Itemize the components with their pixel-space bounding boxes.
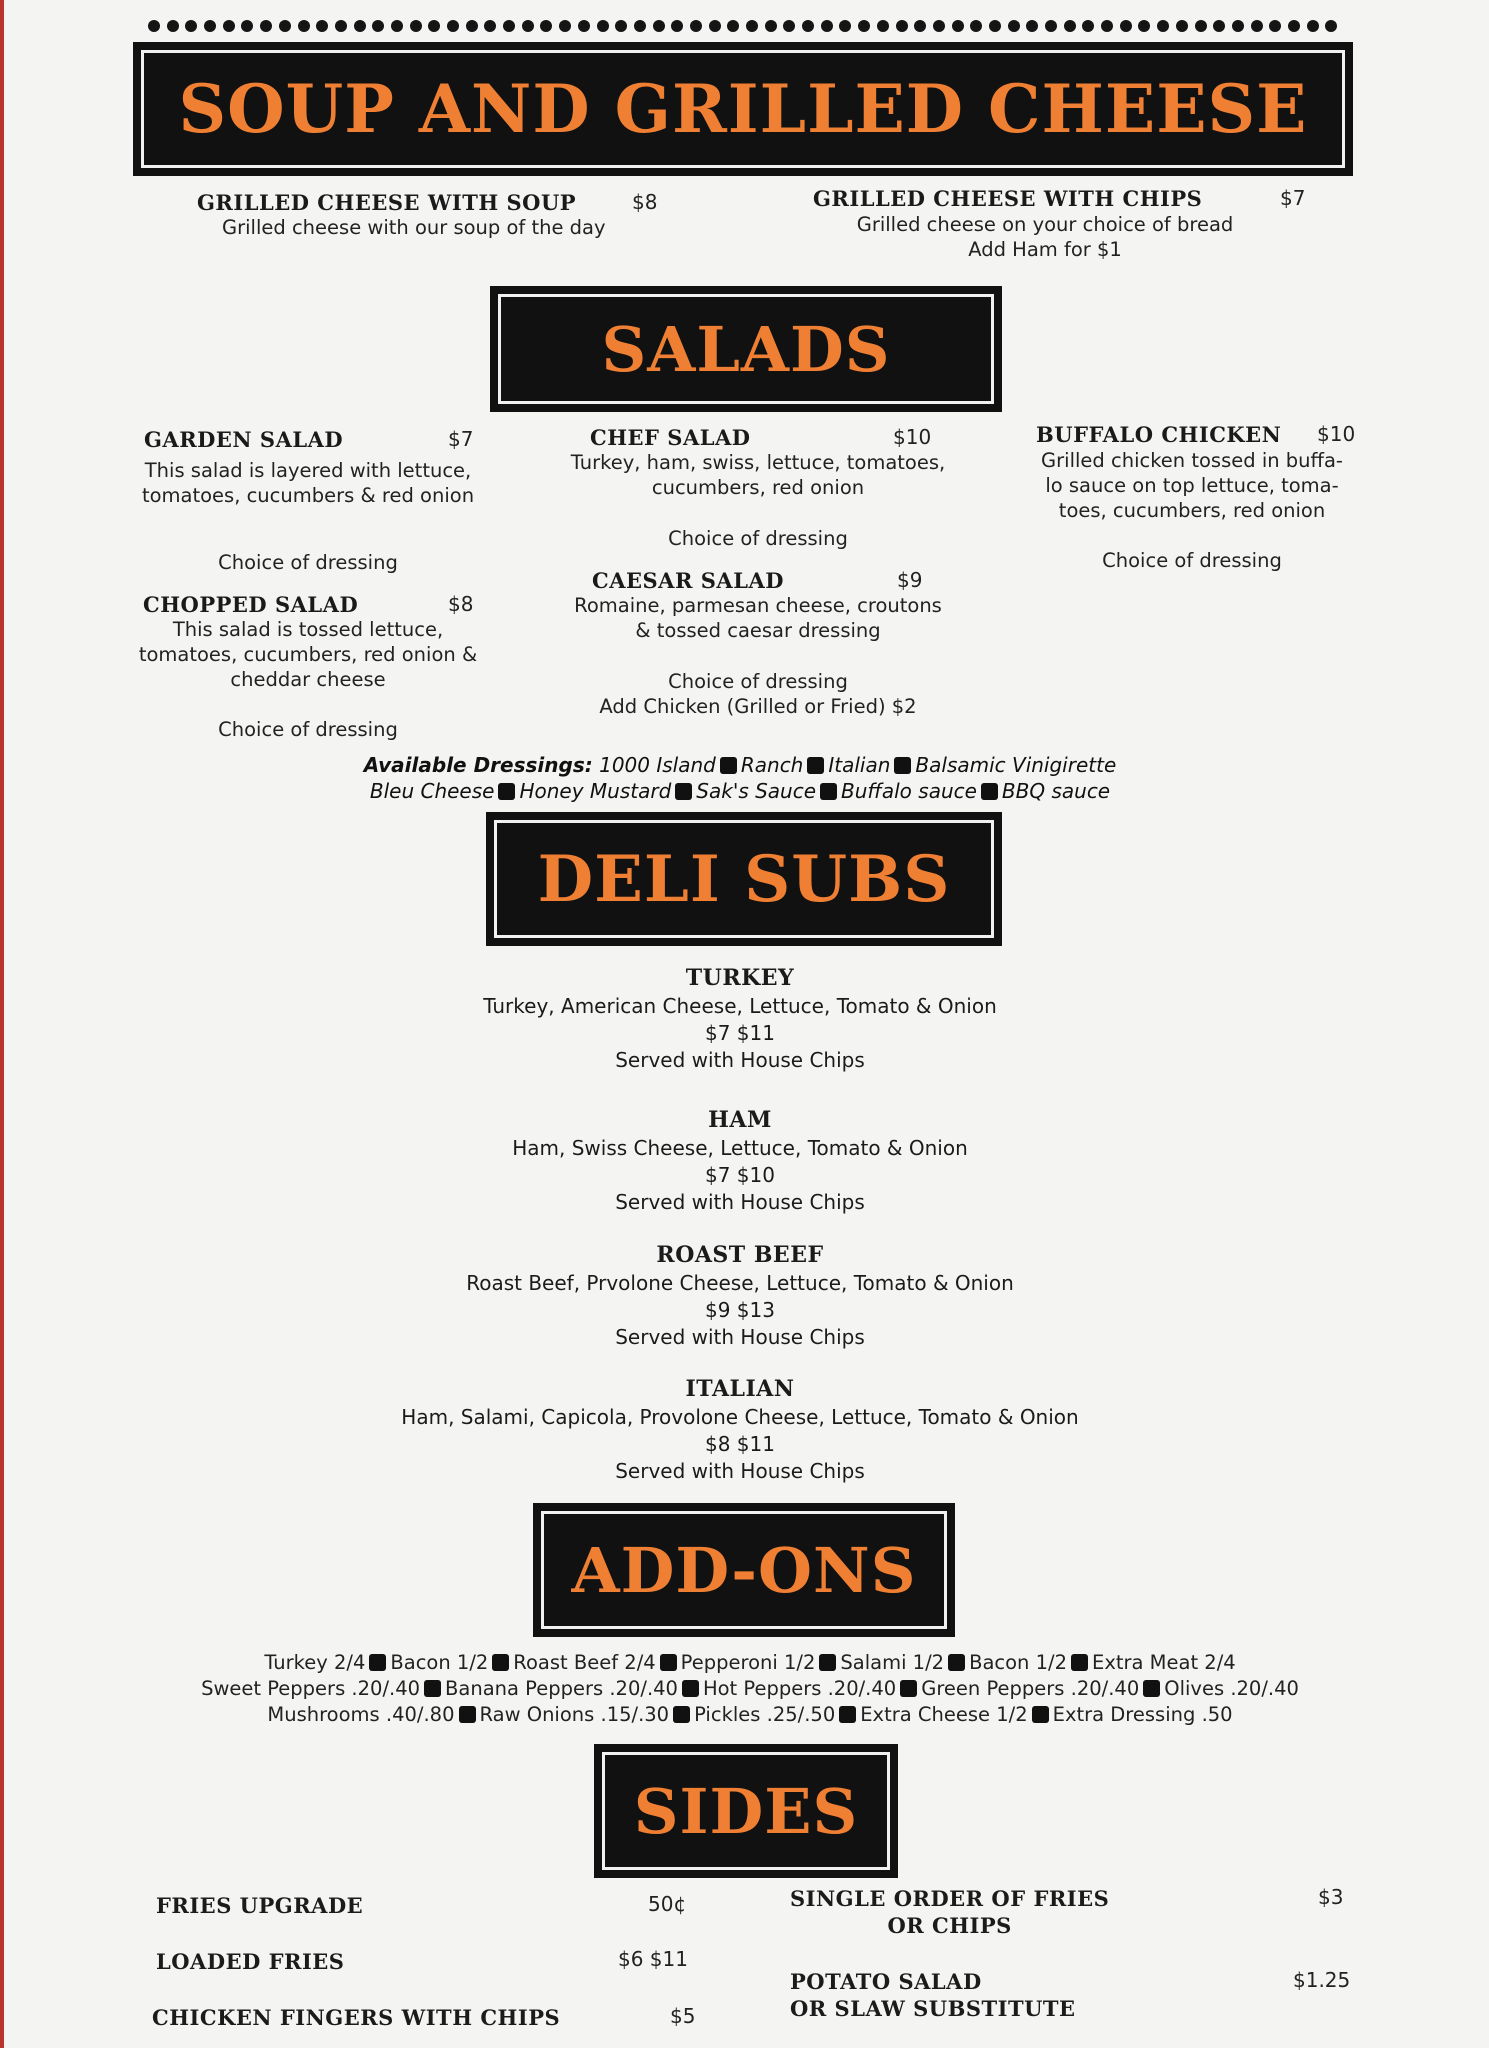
item-desc: Turkey, ham, swiss, lettuce, tomatoes, cucumbers, red onion [570,451,946,499]
item-desc: Grilled cheese on your choice of bread Add Ham for $1 [856,213,1234,261]
addons-banner [533,1503,955,1637]
divider-dot [952,20,964,32]
item-price: $8 [448,592,474,616]
divider-dot [1045,20,1057,32]
divider-dot [690,20,702,32]
side-title: POTATO SALAD OR SLAW SUBSTITUTE [790,1969,1076,2021]
divider-dot [279,20,291,32]
available-dressings: Available Dressings: 1000 Island Ranch Italian Balsamic Vinigirette Bleu Cheese Honey Mustard Sak's Sauce Buffalo sauce BBQ sauce [363,753,1117,803]
divider-dot [1064,20,1076,32]
divider-dot [1232,20,1244,32]
side-price: $5 [670,2004,696,2028]
side-title: FRIES UPGRADE [156,1893,364,1918]
divider-dot [316,20,328,32]
divider-dot [1213,20,1225,32]
item-title: CHOPPED SALAD [143,592,359,617]
item-title: GRILLED CHEESE WITH SOUP [197,190,577,215]
divider-dot [522,20,534,32]
divider-dot [1082,20,1094,32]
divider-dot [260,20,272,32]
salads-banner [490,286,1002,412]
addons-heading: ADD-ONS [571,1533,917,1607]
item-title: GRILLED CHEESE WITH CHIPS [813,186,1203,211]
divider-dot [1101,20,1113,32]
sub-turkey: TURKEY Turkey, American Cheese, Lettuce, Tomato & Onion $7 $11 Served with House Chips [483,965,997,1072]
divider-dot [671,20,683,32]
divider-dot [1176,20,1188,32]
divider-dot [802,20,814,32]
item-desc: This salad is layered with lettuce, tomatoes, cucumbers & red onion [141,459,475,507]
divider-dot [1288,20,1300,32]
page-edge [0,0,4,2048]
side-title: LOADED FRIES [156,1949,345,1974]
salads-heading: SALADS [601,312,891,386]
divider-dot [896,20,908,32]
divider-dot [372,20,384,32]
side-price: $1.25 [1293,1968,1351,1992]
item-price: $10 [1317,422,1356,446]
divider-dot [615,20,627,32]
item-price: $8 [632,190,658,214]
divider-dot [1008,20,1020,32]
sides-banner [594,1744,898,1878]
divider-dot [1325,20,1337,32]
divider-dot [223,20,235,32]
divider-dot [597,20,609,32]
divider-dot [877,20,889,32]
item-note: Choice of dressing [1102,549,1282,572]
item-title: CAESAR SALAD [592,568,784,593]
divider-dot [1251,20,1263,32]
addons-list: Turkey 2/4 Bacon 1/2 Roast Beef 2/4 Pepperoni 1/2 Salami 1/2 Bacon 1/2 Extra Meat 2/4 Sweet Peppers .20/.40 Banana Peppers .20/.40 Hot Peppers .20/.40 Green Peppers .20/.40 Olives .20/.40 Mushrooms .40/.80 Raw Onions .15/.30 Pickles .25/.50 Extra Cheese 1/2 Extra Dressing .50 [201,1651,1299,1726]
divider-dot [839,20,851,32]
divider-dot [821,20,833,32]
divider-dot [447,20,459,32]
item-desc: Grilled cheese with our soup of the day [222,216,606,239]
soup-banner [133,42,1353,176]
divider-dot [1195,20,1207,32]
item-price: $10 [893,425,932,449]
divider-dot [970,20,982,32]
sub-italian: ITALIAN Ham, Salami, Capicola, Provolone Cheese, Lettuce, Tomato & Onion $8 $11 Served with House Chips [401,1376,1079,1483]
item-title: GARDEN SALAD [144,427,344,452]
item-note: Choice of dressing [668,527,848,550]
divider-dot [1269,20,1281,32]
item-title: CHEF SALAD [590,425,751,450]
item-title: BUFFALO CHICKEN [1036,422,1282,447]
divider-dot [989,20,1001,32]
item-price: $7 [448,427,474,451]
divider-dot [1026,20,1038,32]
divider-dot [204,20,216,32]
divider-dot [1157,20,1169,32]
divider-dot [727,20,739,32]
sub-roast-beef: ROAST BEEF Roast Beef, Prvolone Cheese, Lettuce, Tomato & Onion $9 $13 Served with House Chips [466,1242,1014,1349]
divider-dot [335,20,347,32]
divider-dot [765,20,777,32]
divider-dot [148,20,160,32]
item-desc: This salad is tossed lettuce, tomatoes, cucumbers, red onion & cheddar cheese [138,618,478,691]
side-price: $3 [1318,1885,1344,1909]
deli-banner [486,812,1002,946]
item-note: Choice of dressing [668,670,848,693]
divider-dot [466,20,478,32]
divider-dot [1138,20,1150,32]
divider-dot [783,20,795,32]
item-note: Choice of dressing [218,718,398,741]
divider-dot [428,20,440,32]
side-title: CHICKEN FINGERS WITH CHIPS [152,2005,561,2030]
divider-dot [167,20,179,32]
soup-heading: SOUP AND GRILLED CHEESE [178,70,1308,148]
side-price: 50¢ [648,1892,687,1916]
item-price: $9 [897,568,923,592]
divider-dot [578,20,590,32]
item-extra: Add Chicken (Grilled or Fried) $2 [599,695,917,718]
item-note: Choice of dressing [218,551,398,574]
divider-dot [540,20,552,32]
dot-divider [148,20,1338,34]
divider-dot [354,20,366,32]
divider-dot [933,20,945,32]
item-price: $7 [1280,186,1306,210]
divider-dot [1307,20,1319,32]
divider-dot [1120,20,1132,32]
divider-dot [858,20,870,32]
divider-dot [634,20,646,32]
divider-dot [298,20,310,32]
divider-dot [653,20,665,32]
sub-ham: HAM Ham, Swiss Cheese, Lettuce, Tomato & Onion $7 $10 Served with House Chips [512,1107,968,1214]
item-desc: Romaine, parmesan cheese, croutons & tossed caesar dressing [574,594,942,642]
divider-dot [185,20,197,32]
divider-dot [559,20,571,32]
divider-dot [709,20,721,32]
side-price: $6 $11 [618,1947,688,1971]
divider-dot [241,20,253,32]
divider-dot [410,20,422,32]
divider-dot [746,20,758,32]
item-desc: Grilled chicken tossed in buffa- lo sauce on top lettuce, toma- toes, cucumbers, red onion [1041,449,1343,522]
divider-dot [484,20,496,32]
divider-dot [503,20,515,32]
deli-heading: DELI SUBS [537,841,951,917]
divider-dot [914,20,926,32]
divider-dot [391,20,403,32]
sides-heading: SIDES [633,1774,859,1848]
side-title: SINGLE ORDER OF FRIES OR CHIPS [790,1886,1110,1938]
